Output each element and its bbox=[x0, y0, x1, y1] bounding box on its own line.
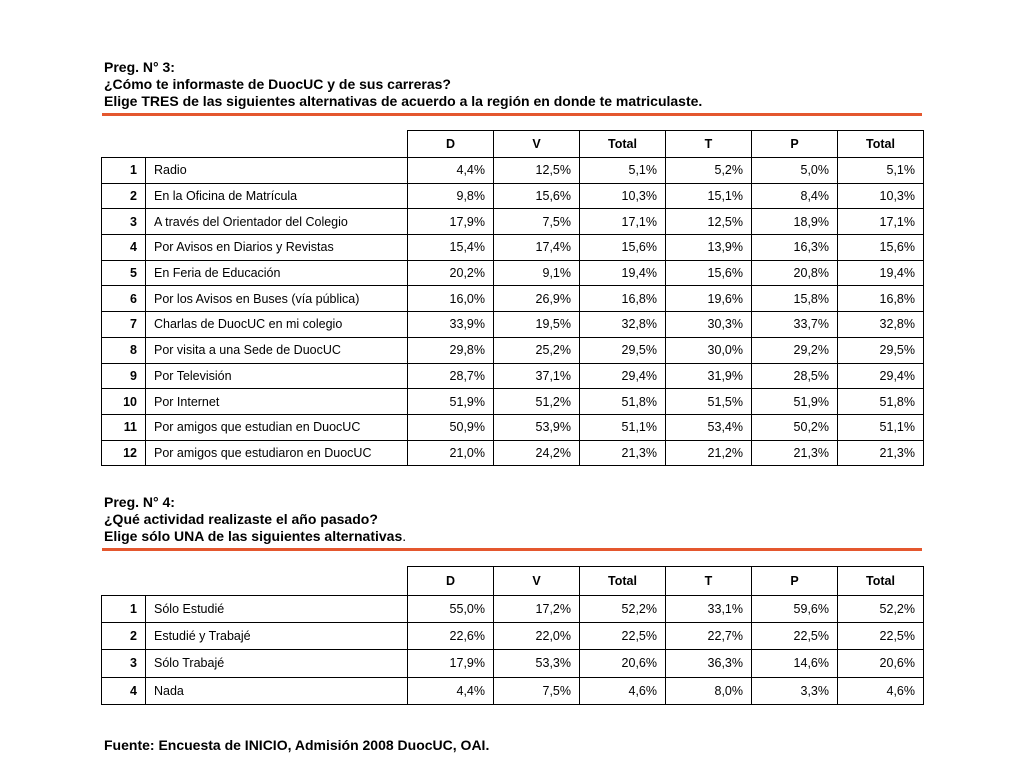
row-number: 9 bbox=[102, 363, 146, 389]
cell-value: 5,1% bbox=[838, 158, 924, 184]
cell-value: 10,3% bbox=[580, 183, 666, 209]
cell-value: 9,8% bbox=[408, 183, 494, 209]
cell-value: 51,1% bbox=[580, 414, 666, 440]
question-4-instruction: Elige sólo UNA de las siguientes alternativas bbox=[104, 528, 403, 544]
cell-value: 32,8% bbox=[580, 312, 666, 338]
question-3-divider bbox=[102, 113, 922, 116]
question-3-table bbox=[101, 130, 924, 466]
row-number: 12 bbox=[102, 440, 146, 466]
cell-value: 21,2% bbox=[666, 440, 752, 466]
question-3-text: ¿Cómo te informaste de DuocUC y de sus carreras? bbox=[104, 76, 451, 92]
cell-value: 29,5% bbox=[838, 337, 924, 363]
question-3-header-row bbox=[102, 131, 924, 158]
table-row bbox=[102, 677, 924, 704]
row-number: 2 bbox=[102, 183, 146, 209]
cell-value: 22,6% bbox=[408, 623, 494, 650]
cell-value: 4,4% bbox=[408, 158, 494, 184]
cell-value: 53,9% bbox=[494, 414, 580, 440]
cell-value: 22,5% bbox=[580, 623, 666, 650]
question-4-table-body bbox=[102, 596, 924, 705]
cell-value: 28,7% bbox=[408, 363, 494, 389]
row-label: Por los Avisos en Buses (vía pública) bbox=[146, 286, 408, 312]
cell-value: 15,6% bbox=[666, 260, 752, 286]
row-number: 4 bbox=[102, 235, 146, 261]
row-number: 1 bbox=[102, 158, 146, 184]
table-row bbox=[102, 623, 924, 650]
row-label: Por amigos que estudiaron en DuocUC bbox=[146, 440, 408, 466]
row-label: Por Televisión bbox=[146, 363, 408, 389]
question-4-instruction-line bbox=[104, 528, 406, 545]
cell-value: 37,1% bbox=[494, 363, 580, 389]
cell-value: 51,8% bbox=[580, 389, 666, 415]
cell-value: 33,1% bbox=[666, 596, 752, 623]
cell-value: 17,1% bbox=[580, 209, 666, 235]
cell-value: 22,5% bbox=[752, 623, 838, 650]
cell-value: 15,6% bbox=[838, 235, 924, 261]
header-spacer bbox=[146, 567, 408, 596]
cell-value: 17,4% bbox=[494, 235, 580, 261]
header-spacer bbox=[102, 131, 146, 158]
cell-value: 26,9% bbox=[494, 286, 580, 312]
row-label: Por visita a una Sede de DuocUC bbox=[146, 337, 408, 363]
cell-value: 3,3% bbox=[752, 677, 838, 704]
cell-value: 55,0% bbox=[408, 596, 494, 623]
question-4-block bbox=[104, 494, 406, 545]
cell-value: 53,3% bbox=[494, 650, 580, 677]
table-row bbox=[102, 363, 924, 389]
cell-value: 5,0% bbox=[752, 158, 838, 184]
cell-value: 13,9% bbox=[666, 235, 752, 261]
cell-value: 51,2% bbox=[494, 389, 580, 415]
cell-value: 15,6% bbox=[494, 183, 580, 209]
cell-value: 29,2% bbox=[752, 337, 838, 363]
column-header: P bbox=[752, 567, 838, 596]
table-row bbox=[102, 209, 924, 235]
table-row bbox=[102, 440, 924, 466]
question-3-instruction: Elige TRES de las siguientes alternativas de acuerdo a la región en donde te matriculaste. bbox=[104, 93, 703, 109]
table-row bbox=[102, 389, 924, 415]
column-header: V bbox=[494, 567, 580, 596]
row-number: 2 bbox=[102, 623, 146, 650]
row-number: 10 bbox=[102, 389, 146, 415]
row-label: Por Avisos en Diarios y Revistas bbox=[146, 235, 408, 261]
column-header: Total bbox=[838, 567, 924, 596]
cell-value: 17,9% bbox=[408, 209, 494, 235]
column-header: T bbox=[666, 131, 752, 158]
cell-value: 15,6% bbox=[580, 235, 666, 261]
cell-value: 21,3% bbox=[752, 440, 838, 466]
row-label: En la Oficina de Matrícula bbox=[146, 183, 408, 209]
table-row bbox=[102, 337, 924, 363]
cell-value: 15,8% bbox=[752, 286, 838, 312]
question-4-header-row bbox=[102, 567, 924, 596]
cell-value: 21,0% bbox=[408, 440, 494, 466]
table-row bbox=[102, 312, 924, 338]
cell-value: 52,2% bbox=[580, 596, 666, 623]
column-header: D bbox=[408, 567, 494, 596]
cell-value: 29,8% bbox=[408, 337, 494, 363]
row-number: 3 bbox=[102, 650, 146, 677]
table-row bbox=[102, 650, 924, 677]
row-number: 5 bbox=[102, 260, 146, 286]
row-label: Sólo Estudié bbox=[146, 596, 408, 623]
question-4-instruction-period: . bbox=[402, 528, 407, 544]
row-label: Sólo Trabajé bbox=[146, 650, 408, 677]
cell-value: 30,3% bbox=[666, 312, 752, 338]
cell-value: 51,8% bbox=[838, 389, 924, 415]
table-row bbox=[102, 414, 924, 440]
cell-value: 19,5% bbox=[494, 312, 580, 338]
header-spacer bbox=[146, 131, 408, 158]
cell-value: 21,3% bbox=[838, 440, 924, 466]
table-row bbox=[102, 596, 924, 623]
cell-value: 59,6% bbox=[752, 596, 838, 623]
cell-value: 16,8% bbox=[838, 286, 924, 312]
column-header: Total bbox=[838, 131, 924, 158]
cell-value: 20,6% bbox=[580, 650, 666, 677]
cell-value: 4,4% bbox=[408, 677, 494, 704]
cell-value: 22,7% bbox=[666, 623, 752, 650]
cell-value: 17,9% bbox=[408, 650, 494, 677]
question-4-divider bbox=[102, 548, 922, 551]
row-number: 6 bbox=[102, 286, 146, 312]
cell-value: 17,1% bbox=[838, 209, 924, 235]
row-label: Charlas de DuocUC en mi colegio bbox=[146, 312, 408, 338]
cell-value: 22,5% bbox=[838, 623, 924, 650]
cell-value: 18,9% bbox=[752, 209, 838, 235]
cell-value: 52,2% bbox=[838, 596, 924, 623]
question-3-block bbox=[104, 59, 702, 110]
cell-value: 7,5% bbox=[494, 677, 580, 704]
cell-value: 16,0% bbox=[408, 286, 494, 312]
cell-value: 7,5% bbox=[494, 209, 580, 235]
row-number: 8 bbox=[102, 337, 146, 363]
cell-value: 28,5% bbox=[752, 363, 838, 389]
cell-value: 36,3% bbox=[666, 650, 752, 677]
cell-value: 20,2% bbox=[408, 260, 494, 286]
column-header: Total bbox=[580, 131, 666, 158]
cell-value: 20,6% bbox=[838, 650, 924, 677]
cell-value: 53,4% bbox=[666, 414, 752, 440]
row-label: Nada bbox=[146, 677, 408, 704]
cell-value: 16,3% bbox=[752, 235, 838, 261]
cell-value: 17,2% bbox=[494, 596, 580, 623]
question-4-title: Preg. N° 4: bbox=[104, 494, 175, 510]
cell-value: 20,8% bbox=[752, 260, 838, 286]
column-header: P bbox=[752, 131, 838, 158]
cell-value: 51,1% bbox=[838, 414, 924, 440]
column-header: V bbox=[494, 131, 580, 158]
row-label: Por amigos que estudian en DuocUC bbox=[146, 414, 408, 440]
cell-value: 33,7% bbox=[752, 312, 838, 338]
row-number: 1 bbox=[102, 596, 146, 623]
question-3-table-body bbox=[102, 158, 924, 466]
cell-value: 24,2% bbox=[494, 440, 580, 466]
cell-value: 12,5% bbox=[666, 209, 752, 235]
cell-value: 16,8% bbox=[580, 286, 666, 312]
row-number: 4 bbox=[102, 677, 146, 704]
cell-value: 50,9% bbox=[408, 414, 494, 440]
cell-value: 31,9% bbox=[666, 363, 752, 389]
cell-value: 10,3% bbox=[838, 183, 924, 209]
cell-value: 4,6% bbox=[580, 677, 666, 704]
cell-value: 5,2% bbox=[666, 158, 752, 184]
cell-value: 29,4% bbox=[838, 363, 924, 389]
header-spacer bbox=[102, 567, 146, 596]
cell-value: 19,4% bbox=[838, 260, 924, 286]
cell-value: 4,6% bbox=[838, 677, 924, 704]
cell-value: 19,6% bbox=[666, 286, 752, 312]
cell-value: 33,9% bbox=[408, 312, 494, 338]
cell-value: 15,1% bbox=[666, 183, 752, 209]
cell-value: 51,9% bbox=[408, 389, 494, 415]
table-row bbox=[102, 260, 924, 286]
cell-value: 19,4% bbox=[580, 260, 666, 286]
table-row bbox=[102, 286, 924, 312]
row-label: Estudié y Trabajé bbox=[146, 623, 408, 650]
cell-value: 21,3% bbox=[580, 440, 666, 466]
row-number: 3 bbox=[102, 209, 146, 235]
question-4-table bbox=[101, 566, 924, 705]
cell-value: 9,1% bbox=[494, 260, 580, 286]
row-number: 11 bbox=[102, 414, 146, 440]
cell-value: 29,5% bbox=[580, 337, 666, 363]
column-header: Total bbox=[580, 567, 666, 596]
row-label: Radio bbox=[146, 158, 408, 184]
cell-value: 29,4% bbox=[580, 363, 666, 389]
cell-value: 32,8% bbox=[838, 312, 924, 338]
cell-value: 51,5% bbox=[666, 389, 752, 415]
table-row bbox=[102, 235, 924, 261]
row-number: 7 bbox=[102, 312, 146, 338]
cell-value: 12,5% bbox=[494, 158, 580, 184]
cell-value: 51,9% bbox=[752, 389, 838, 415]
cell-value: 15,4% bbox=[408, 235, 494, 261]
cell-value: 25,2% bbox=[494, 337, 580, 363]
table-row bbox=[102, 183, 924, 209]
source-note: Fuente: Encuesta de INICIO, Admisión 2008 DuocUC, OAI. bbox=[104, 737, 490, 753]
row-label: En Feria de Educación bbox=[146, 260, 408, 286]
row-label: Por Internet bbox=[146, 389, 408, 415]
row-label: A través del Orientador del Colegio bbox=[146, 209, 408, 235]
cell-value: 30,0% bbox=[666, 337, 752, 363]
cell-value: 14,6% bbox=[752, 650, 838, 677]
cell-value: 8,0% bbox=[666, 677, 752, 704]
column-header: T bbox=[666, 567, 752, 596]
column-header: D bbox=[408, 131, 494, 158]
question-4-text: ¿Qué actividad realizaste el año pasado? bbox=[104, 511, 378, 527]
question-3-title: Preg. N° 3: bbox=[104, 59, 175, 75]
cell-value: 8,4% bbox=[752, 183, 838, 209]
cell-value: 50,2% bbox=[752, 414, 838, 440]
table-row bbox=[102, 158, 924, 184]
cell-value: 5,1% bbox=[580, 158, 666, 184]
cell-value: 22,0% bbox=[494, 623, 580, 650]
